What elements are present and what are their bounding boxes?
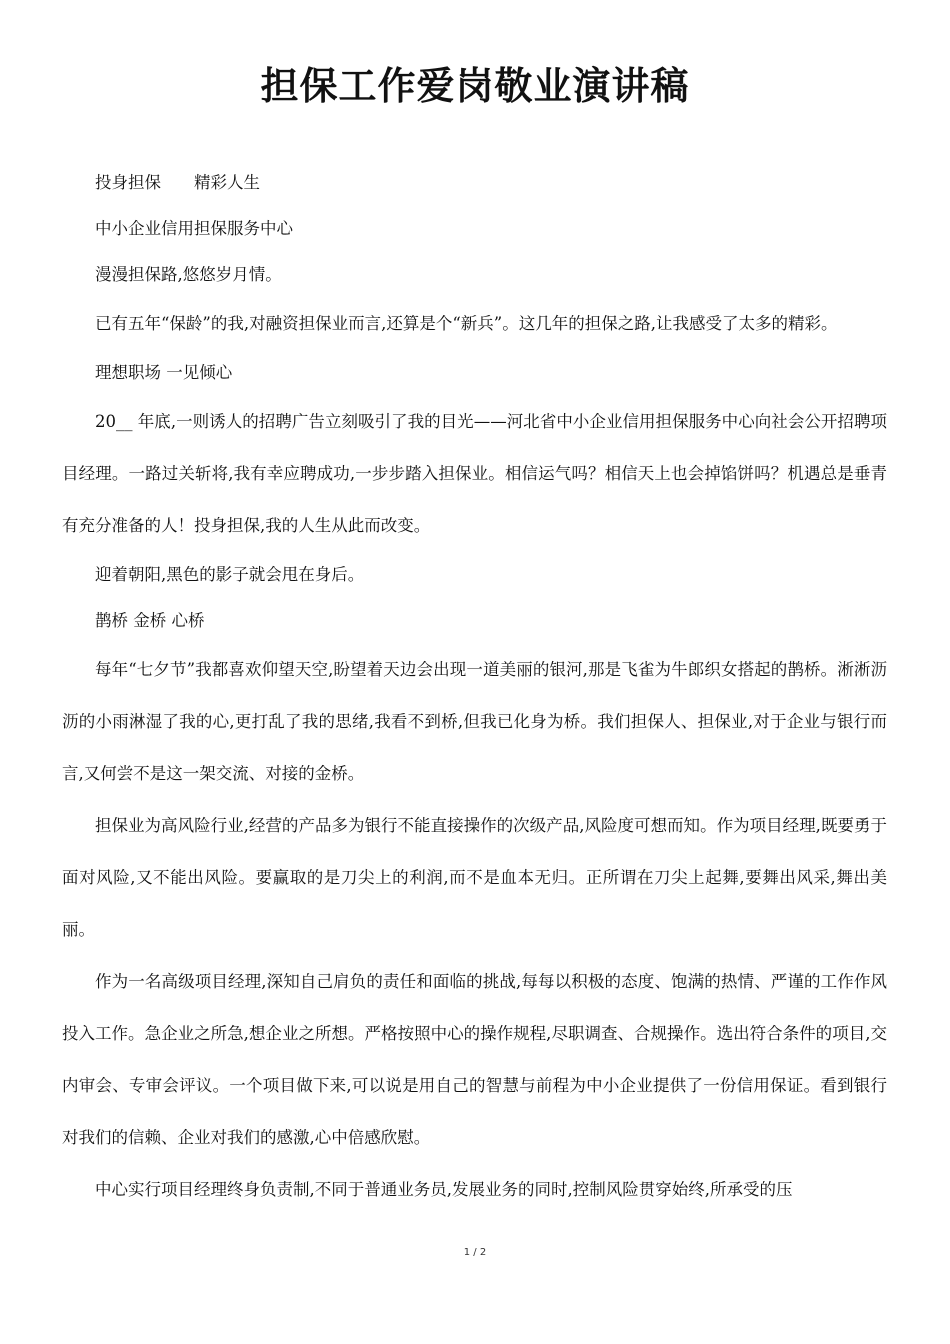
paragraph: 迎着朝阳,黑色的影子就会甩在身后。 <box>95 565 365 584</box>
section-heading: 鹊桥 金桥 心桥 <box>95 611 205 630</box>
paragraph: 每年“七夕节”我都喜欢仰望天空,盼望着天边会出现一道美丽的银河,那是飞雀为牛郎织女搭起的鹊桥。淅淅沥沥的小雨淋湿了我的心,更打乱了我的思绪,我看不到桥,但我已化身为桥。我们担保人、担保业,对于企业与银行而言,又何尝不是这一架交流、对接的金桥。 <box>62 660 887 783</box>
paragraph: 中心实行项目经理终身负责制,不同于普通业务员,发展业务的同时,控制风险贯穿始终,所承受的压 <box>95 1180 793 1199</box>
paragraph: 漫漫担保路,悠悠岁月情。 <box>95 265 282 284</box>
paragraph: 担保业为高风险行业,经营的产品多为银行不能直接操作的次级产品,风险度可想而知。作为项目经理,既要勇于面对风险,又不能出风险。要赢取的是刀尖上的利润,而不是血本无归。正所谓在刀尖上起舞,要舞出风采,舞出美丽。 <box>62 816 887 939</box>
document-body <box>62 160 887 1216</box>
paragraph: 20__ 年底,一则诱人的招聘广告立刻吸引了我的目光——河北省中小企业信用担保服务中心向社会公开招聘项目经理。一路过关斩将,我有幸应聘成功,一步步踏入担保业。相信运气吗？相信天上也会掉馅饼吗？机遇总是垂青有充分准备的人！投身担保,我的人生从此而改变。 <box>62 412 887 535</box>
paragraph-subtitle: 投身担保 精彩人生 <box>95 173 260 192</box>
paragraph: 作为一名高级项目经理,深知自己肩负的责任和面临的挑战,每每以积极的态度、饱满的热情、严谨的工作作风投入工作。急企业之所急,想企业之所想。严格按照中心的操作规程,尽职调查、合规操作。选出符合条件的项目,交内审会、专审会评议。一个项目做下来,可以说是用自己的智慧与前程为中小企业提供了一份信用保证。看到银行对我们的信赖、企业对我们的感激,心中倍感欣慰。 <box>62 972 887 1147</box>
page-number: 1 / 2 <box>463 1247 487 1258</box>
section-heading: 理想职场 一见倾心 <box>95 363 233 382</box>
document-title: 担保工作爱岗敬业演讲稿 <box>260 64 690 108</box>
paragraph: 已有五年“保龄”的我,对融资担保业而言,还算是个“新兵”。这几年的担保之路,让我感受了太多的精彩。 <box>95 314 838 333</box>
paragraph-organization: 中小企业信用担保服务中心 <box>95 219 293 238</box>
